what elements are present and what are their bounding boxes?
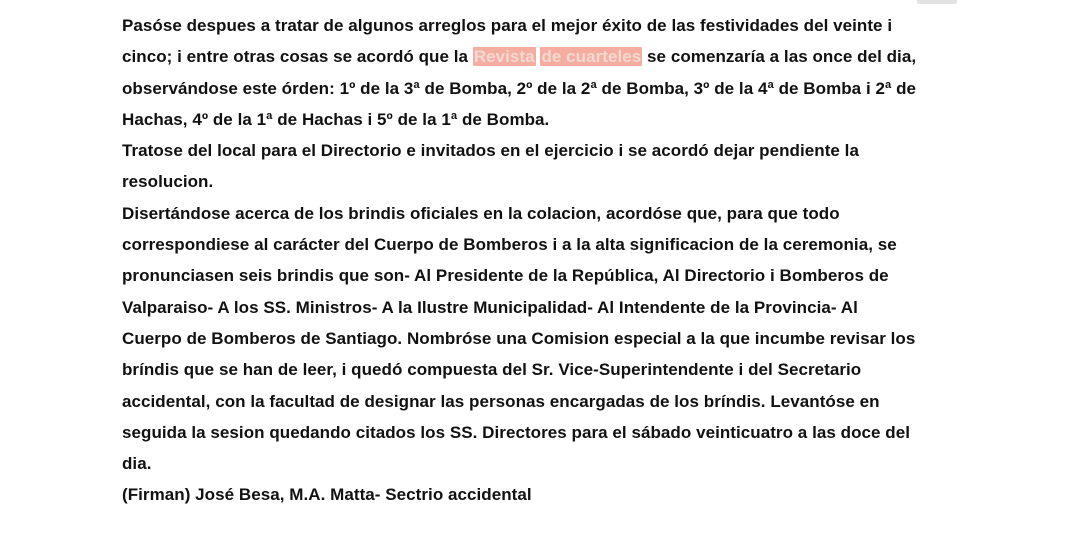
- highlighted-text[interactable]: de cuarteles: [541, 47, 642, 67]
- text-line: correspondiese al carácter del Cuerpo de Bomberos i a la alta significacion de la ceremonia, se: [122, 235, 897, 255]
- text-line: Tratose del local para el Directorio e invitados en el ejercicio i se acordó dejar pendiente la: [122, 141, 859, 161]
- text-segment: cinco; i entre otras cosas se acordó que la: [122, 47, 473, 67]
- text-line: dia.: [122, 454, 152, 474]
- text-line: observándose este órden: 1º de la 3ª de Bomba, 2º de la 2ª de Bomba, 3º de la 4ª de Bomba i 2ª de: [122, 78, 917, 98]
- text-line: Valparaiso- A los SS. Ministros- A la Ilustre Municipalidad- Al Intendente de la Provincia- Al: [122, 297, 858, 317]
- text-line: pronunciasen seis brindis que son- Al Presidente de la República, Al Directorio i Bomberos de: [122, 266, 889, 286]
- text-line-with-highlight: [122, 41, 972, 72]
- text-line: Pasóse despues a tratar de algunos arreglos para el mejor éxito de las festividades del veinte i: [122, 16, 893, 35]
- text-line: bríndis que se han de leer, i quedó compuesta del Sr. Vice-Superintendente i del Secretario: [122, 360, 862, 380]
- signature-line: (Firman) José Besa, M.A. Matta- Sectrio accidental: [122, 485, 532, 505]
- text-line: resolucion.: [122, 172, 214, 192]
- document-text: [122, 10, 972, 511]
- text-line: Disertándose acerca de los brindis oficiales en la colacion, acordóse que, para que todo: [122, 203, 840, 223]
- text-line: accidental, con la facultad de designar las personas encargadas de los bríndis. Levantóse en: [122, 391, 880, 411]
- cropped-page-mark: [917, 0, 957, 4]
- text-line: Cuerpo de Bomberos de Santiago. Nombróse una Comision especial a la que incumbe revisar los: [122, 328, 916, 348]
- text-line: seguida la sesion quedando citados los SS. Directores para el sábado veinticuatro a las doce del: [122, 422, 910, 442]
- highlighted-text[interactable]: Revista: [473, 47, 535, 67]
- text-segment: se comenzaría a las once del dia,: [642, 47, 917, 67]
- text-line: Hachas, 4º de la 1ª de Hachas i 5º de la 1ª de Bomba.: [122, 109, 550, 129]
